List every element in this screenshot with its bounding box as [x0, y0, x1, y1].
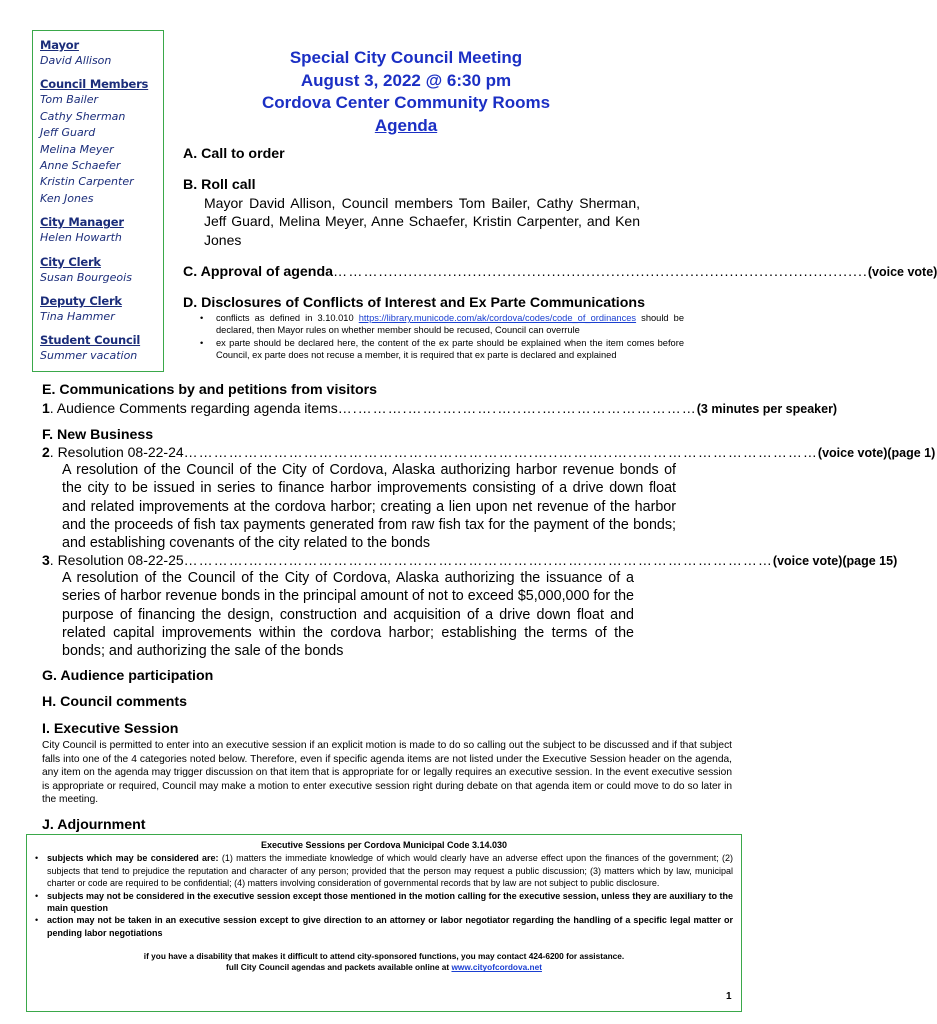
section-c [183, 263, 937, 281]
deputy-name: Tina Hammer [40, 310, 115, 324]
council-group [40, 77, 157, 207]
agenda-heading: Agenda [374, 115, 438, 135]
mayor-group [40, 38, 157, 69]
council-heading: Council Members [40, 77, 149, 92]
online-note: full City Council agendas and packets available online at www.cityofcordova.net [226, 962, 542, 973]
bullet-icon: • [35, 915, 39, 926]
manager-name: Helen Howarth [40, 231, 122, 245]
bullet-item: • subjects may not be considered in the executive session except those mentioned in the motion calling for the executive session, unless they are auxiliary to the main question [35, 890, 733, 914]
bullet-item: • conflicts as defined in 3.10.010 https://library.municode.com/ak/cordova/codes/code_of_ordinances should be declared, then Mayor rules on whether member should be recused, Council can overrule [200, 313, 684, 336]
bullet-icon: • [200, 313, 204, 323]
page-number: 1 [726, 991, 732, 1002]
clerk-heading: City Clerk [40, 254, 101, 269]
resolution-08-22-25-text: A resolution of the Council of the City of Cordova, Alaska authorizing the issuance of a series of harbor revenue bonds in the principal amount of not to exceed $5,000,000 for the purpose of financing the design, construction and acquisition of a drive down float and related capital improvements within the cordova harbor; establishing the terms of the bonds; and authorizing the sale of the bonds [62, 570, 634, 660]
council-member: Ken Jones [40, 191, 94, 205]
bullet-icon: • [35, 890, 39, 901]
city-website-link[interactable]: www.cityofcordova.net [451, 962, 542, 973]
item-e1: 1 . Audience Comments regarding agenda items ….……….…….….…….…..….….……………………… (3 minutes per speaker) [42, 399, 726, 418]
leader-dots: ………................................................................................................... [333, 264, 868, 280]
section-d: D. Disclosures of Conflicts of Interest and Ex Parte Communications [183, 295, 645, 311]
manager-group [40, 215, 157, 246]
officials-sidebar [32, 30, 164, 372]
bullet-icon: • [200, 337, 204, 348]
bullet-item: • ex parte should be declared here, the content of the ex parte should be explained when the item comes before Council, ex parte does not recuse a member, it is required that ex parte is declared and explained [200, 337, 684, 360]
meeting-title: Special City Council Meeting [289, 48, 523, 67]
mayor-heading: Mayor [40, 38, 79, 52]
section-h: H. Council comments [42, 694, 188, 710]
meeting-header [186, 47, 626, 137]
student-group [40, 333, 157, 364]
executive-session-text: City Council is permitted to enter into an executive session if an explicit motion is made to do so calling out the subject to be discussed and if that subject falls into one of the 4 categories noted below. Therefore, even if specific agenda items are not listed under the Executive Session header on the agenda, any item on the agenda may trigger discussion on that item that is appropriate for or legally requires an executive session. In the event executive session is appropriate or required, Council may make a motion to enter executive session right during debate on that agenda item or could move to do so later in the meeting. [42, 740, 732, 806]
resolution-08-22-24-text: A resolution of the Council of the City of Cordova, Alaska authorizing harbor revenue bonds of the city to be issued in series to finance harbor improvements consisting of a drive down float and related improvements at the cordova harbor; creating a lien upon net revenue of the harbor and the proceeds of fish tax payments generated from raw fish tax for the payment of the bonds; and establishing covenants of the city related to the bonds [62, 462, 676, 552]
section-c-title: C. Approval of agenda [183, 264, 334, 280]
bullet-item: • action may not be taken in an executive session except to give direction to an attorney or labor negotiator regarding the handling of a specific legal matter or pending labor negotiations [35, 915, 733, 938]
vote-type: (voice vote) [867, 265, 937, 279]
vote-page: (voice vote)(page 15) [772, 554, 898, 568]
executive-sessions-box [26, 834, 742, 1012]
code-title: Executive Sessions per Cordova Municipal Code 3.14.030 [260, 840, 508, 850]
leader-dots: ………….……..……………………………………………..……..……………………………… [183, 552, 773, 568]
mayor-name: David Allison [40, 54, 112, 67]
disability-note: if you have a disability that makes it difficult to attend city-sponsored functions, you may contact 424-6200 for assistance. [143, 951, 625, 962]
bullet-icon: • [35, 853, 39, 864]
section-j: J. Adjournment [42, 817, 146, 833]
council-member: Jeff Guard [40, 126, 96, 140]
roll-call-text: Mayor David Allison, Council members Tom Bailer, Cathy Sherman, Jeff Guard, Melina Meyer, Anne Schaefer, Kristin Carpenter, and Ken Jones [204, 195, 640, 248]
deputy-group [40, 294, 157, 325]
disclosure-bullets [200, 312, 684, 361]
council-member: Melina Meyer [40, 142, 114, 156]
meeting-datetime: August 3, 2022 @ 6:30 pm [300, 70, 512, 90]
leader-dots: …………………………………………………………….…..………..…..……………………………… [183, 444, 818, 460]
speaker-limit: (3 minutes per speaker) [696, 402, 838, 416]
deputy-heading: Deputy Clerk [40, 294, 122, 309]
council-member: Cathy Sherman [40, 109, 126, 123]
leader-dots: ….……….…….….…….…..….….……………………… [337, 400, 697, 416]
municode-link[interactable]: https://library.municode.com/ak/cordova/codes/code_of_ordinances [358, 313, 637, 323]
item-f3: 3 . Resolution 08-22-25 ………….……..……………………………………………..……..……………………………… (voice vote)(page 15) [42, 551, 726, 570]
item-f2: 2 . Resolution 08-22-24 …………………………………………………………….…..………..…..……………………………… (voice vote)(page 1) [42, 443, 726, 462]
bullet-item: • subjects which may be considered are: (1) matters the immediate knowledge of which would clearly have an adverse effect upon the finances of the government; (2) subjects that tend to prejudice the reputation and character of any person; provided that the person may request a public discussion; (3) matters which by law, municipal charter or code are required to be confidential; (4) matters involving consideration of governmental records that by law are not subject to public disclosure. [35, 853, 733, 889]
council-member: Anne Schaefer [40, 159, 121, 173]
section-f: F. New Business [42, 427, 154, 443]
section-b: B. Roll call [183, 177, 256, 193]
council-member: Kristin Carpenter [40, 175, 134, 189]
vote-page: (voice vote)(page 1) [817, 446, 936, 460]
student-name: Summer vacation [40, 349, 138, 363]
section-i: I. Executive Session [42, 721, 179, 737]
section-g: G. Audience participation [42, 668, 214, 684]
clerk-name: Susan Bourgeois [40, 270, 132, 284]
council-member: Tom Bailer [40, 93, 98, 107]
meeting-location: Cordova Center Community Rooms [261, 93, 551, 112]
student-heading: Student Council [40, 333, 141, 348]
clerk-group [40, 255, 157, 286]
section-a: A. Call to order [183, 146, 285, 162]
manager-heading: City Manager [40, 215, 124, 230]
section-e: E. Communications by and petitions from visitors [42, 382, 378, 398]
